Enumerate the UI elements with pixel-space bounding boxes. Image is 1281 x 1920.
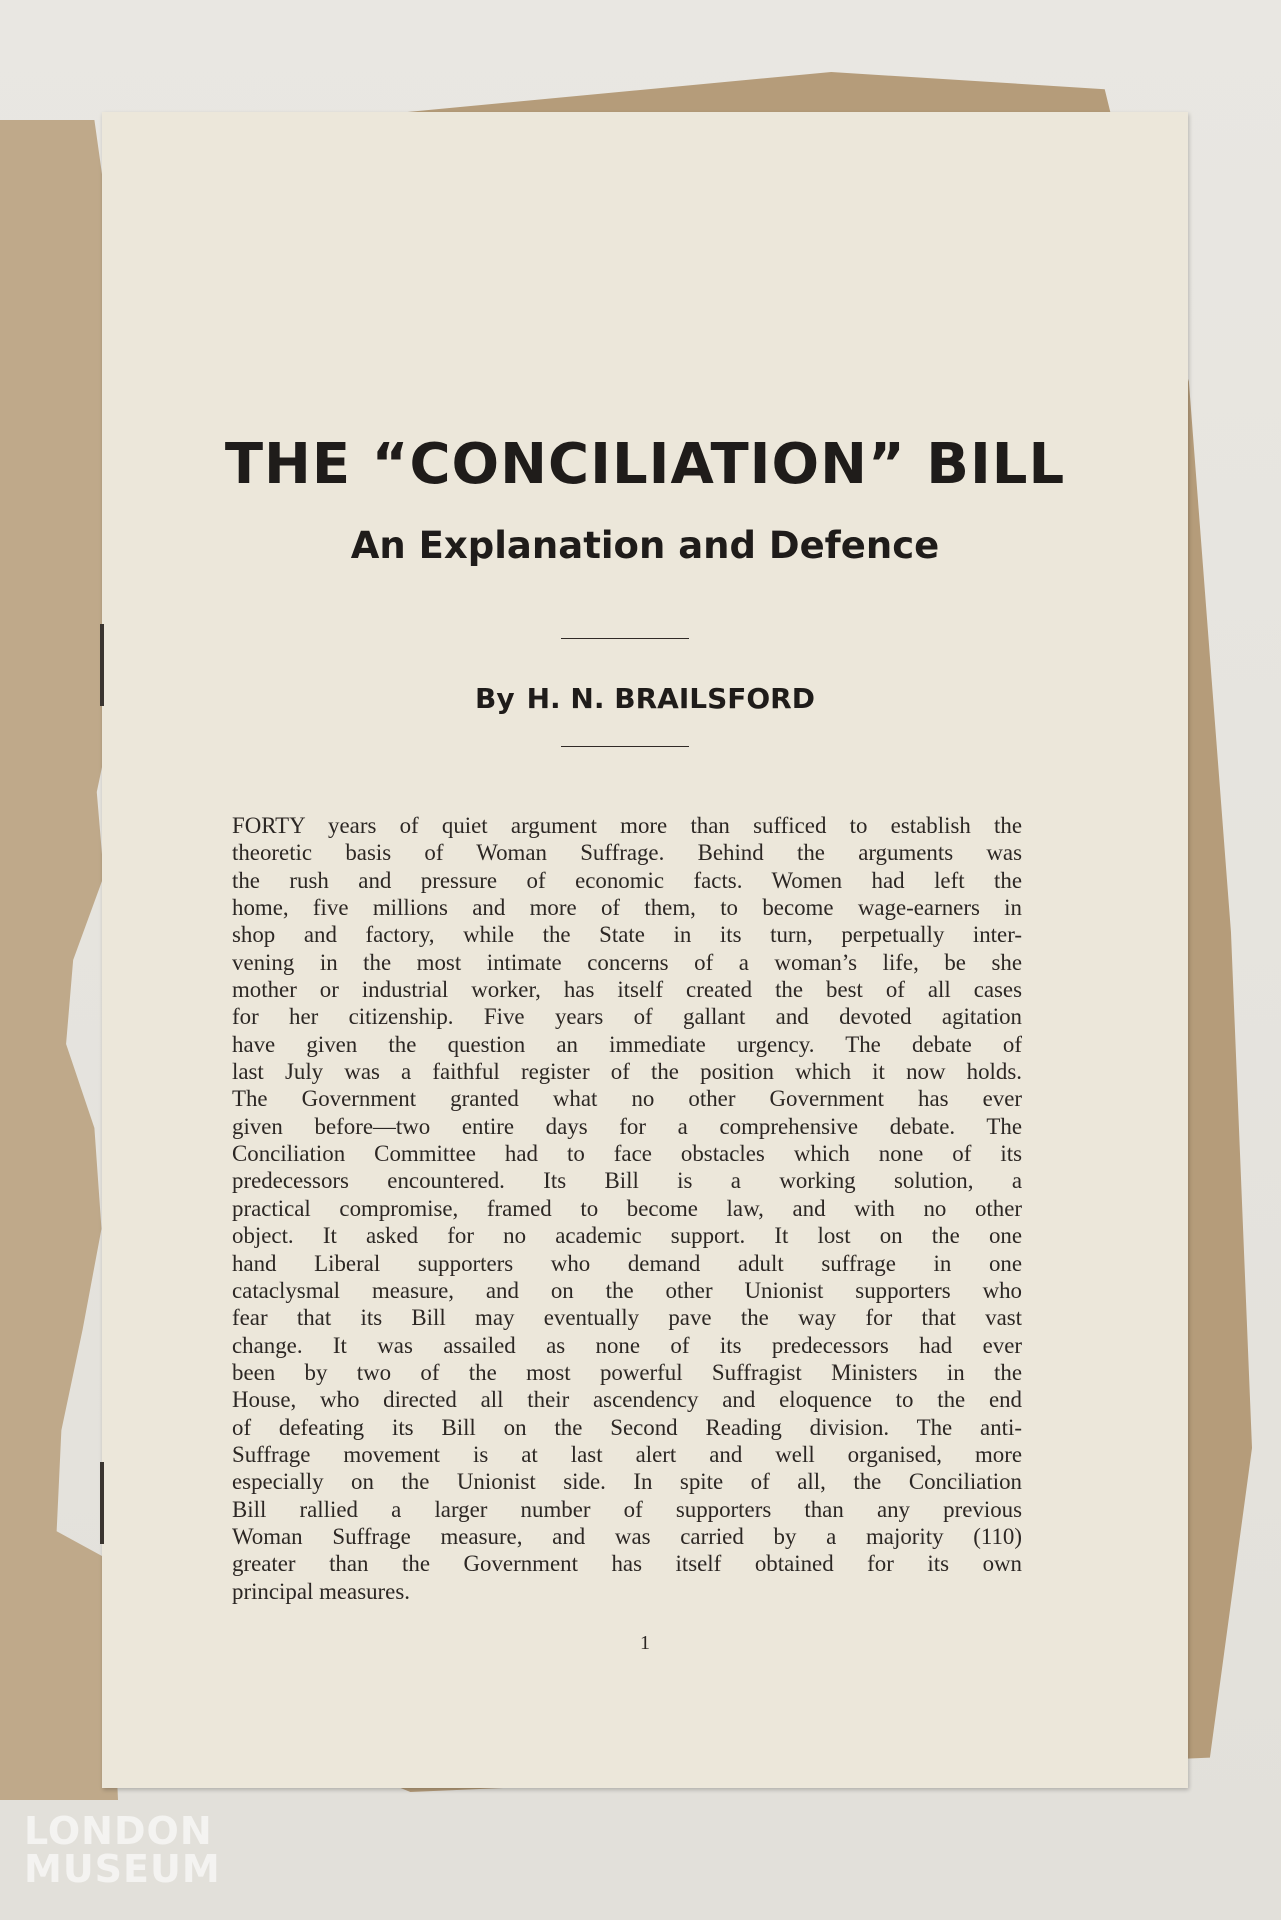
body-paragraph <box>232 812 1022 1605</box>
watermark-line: MUSEUM <box>24 1847 221 1891</box>
body-line: Suffrage movement is at last alert and well organised, more <box>232 1441 1022 1467</box>
body-line: principal measures. <box>232 1578 410 1604</box>
body-line: The Government granted what no other Government has ever <box>232 1086 1022 1112</box>
document-subtitle: An Explanation and Defence <box>350 524 940 567</box>
body-line: the rush and pressure of economic facts. Women had left the <box>232 867 1022 893</box>
body-line: Bill rallied a larger number of supporters than any previous <box>232 1496 1022 1522</box>
body-line: for her citizenship. Five years of gallant and devoted agitation <box>232 1004 1022 1030</box>
staple-mark <box>100 1462 104 1544</box>
divider-rule <box>561 638 689 639</box>
body-line: Conciliation Committee had to face obstacles which none of its <box>232 1141 1022 1167</box>
body-line: House, who directed all their ascendency and eloquence to the end <box>232 1387 1022 1413</box>
byline-prefix: By <box>475 682 515 715</box>
body-line: given before—two entire days for a comprehensive debate. The <box>232 1113 1022 1139</box>
body-line: have given the question an immediate urgency. The debate of <box>232 1031 1022 1057</box>
byline-author: H. N. BRAILSFORD <box>526 682 815 715</box>
body-line: especially on the Unionist side. In spite of all, the Conciliation <box>232 1469 1022 1495</box>
museum-watermark <box>24 1809 221 1891</box>
body-line: vening in the most intimate concerns of a woman’s life, be she <box>232 949 1022 975</box>
body-line: practical compromise, framed to become law, and with no other <box>232 1195 1022 1221</box>
document-title: THE “CONCILIATION” BILL <box>224 432 1066 497</box>
body-line: greater than the Government has itself obtained for its own <box>232 1551 1022 1577</box>
body-line: home, five millions and more of them, to become wage-earners in <box>232 895 1022 921</box>
watermark-line: LONDON <box>24 1809 213 1853</box>
body-line: of defeating its Bill on the Second Reading division. The anti- <box>232 1414 1022 1440</box>
body-line: last July was a faithful register of the position which it now holds. <box>232 1059 1022 1085</box>
body-line: fear that its Bill may eventually pave the way for that vast <box>232 1305 1022 1331</box>
pamphlet-page <box>102 112 1188 1788</box>
body-line: shop and factory, while the State in its turn, perpetually inter- <box>232 922 1022 948</box>
body-line: been by two of the most powerful Suffragist Ministers in the <box>232 1359 1022 1385</box>
byline <box>102 682 1188 715</box>
body-line: object. It asked for no academic support. It lost on the one <box>232 1223 1022 1249</box>
body-line: mother or industrial worker, has itself created the best of all cases <box>232 977 1022 1003</box>
divider-rule <box>561 746 689 747</box>
page-number: 1 <box>640 1632 650 1654</box>
body-line: predecessors encountered. Its Bill is a working solution, a <box>232 1168 1022 1194</box>
body-line: FORTY years of quiet argument more than sufficed to establish the <box>232 813 1022 838</box>
body-line: hand Liberal supporters who demand adult suffrage in one <box>232 1250 1022 1276</box>
body-line: theoretic basis of Woman Suffrage. Behind the arguments was <box>232 840 1022 866</box>
body-line: change. It was assailed as none of its predecessors had ever <box>232 1332 1022 1358</box>
body-line: cataclysmal measure, and on the other Unionist supporters who <box>232 1277 1022 1303</box>
body-line: Woman Suffrage measure, and was carried by a majority (110) <box>232 1523 1022 1549</box>
